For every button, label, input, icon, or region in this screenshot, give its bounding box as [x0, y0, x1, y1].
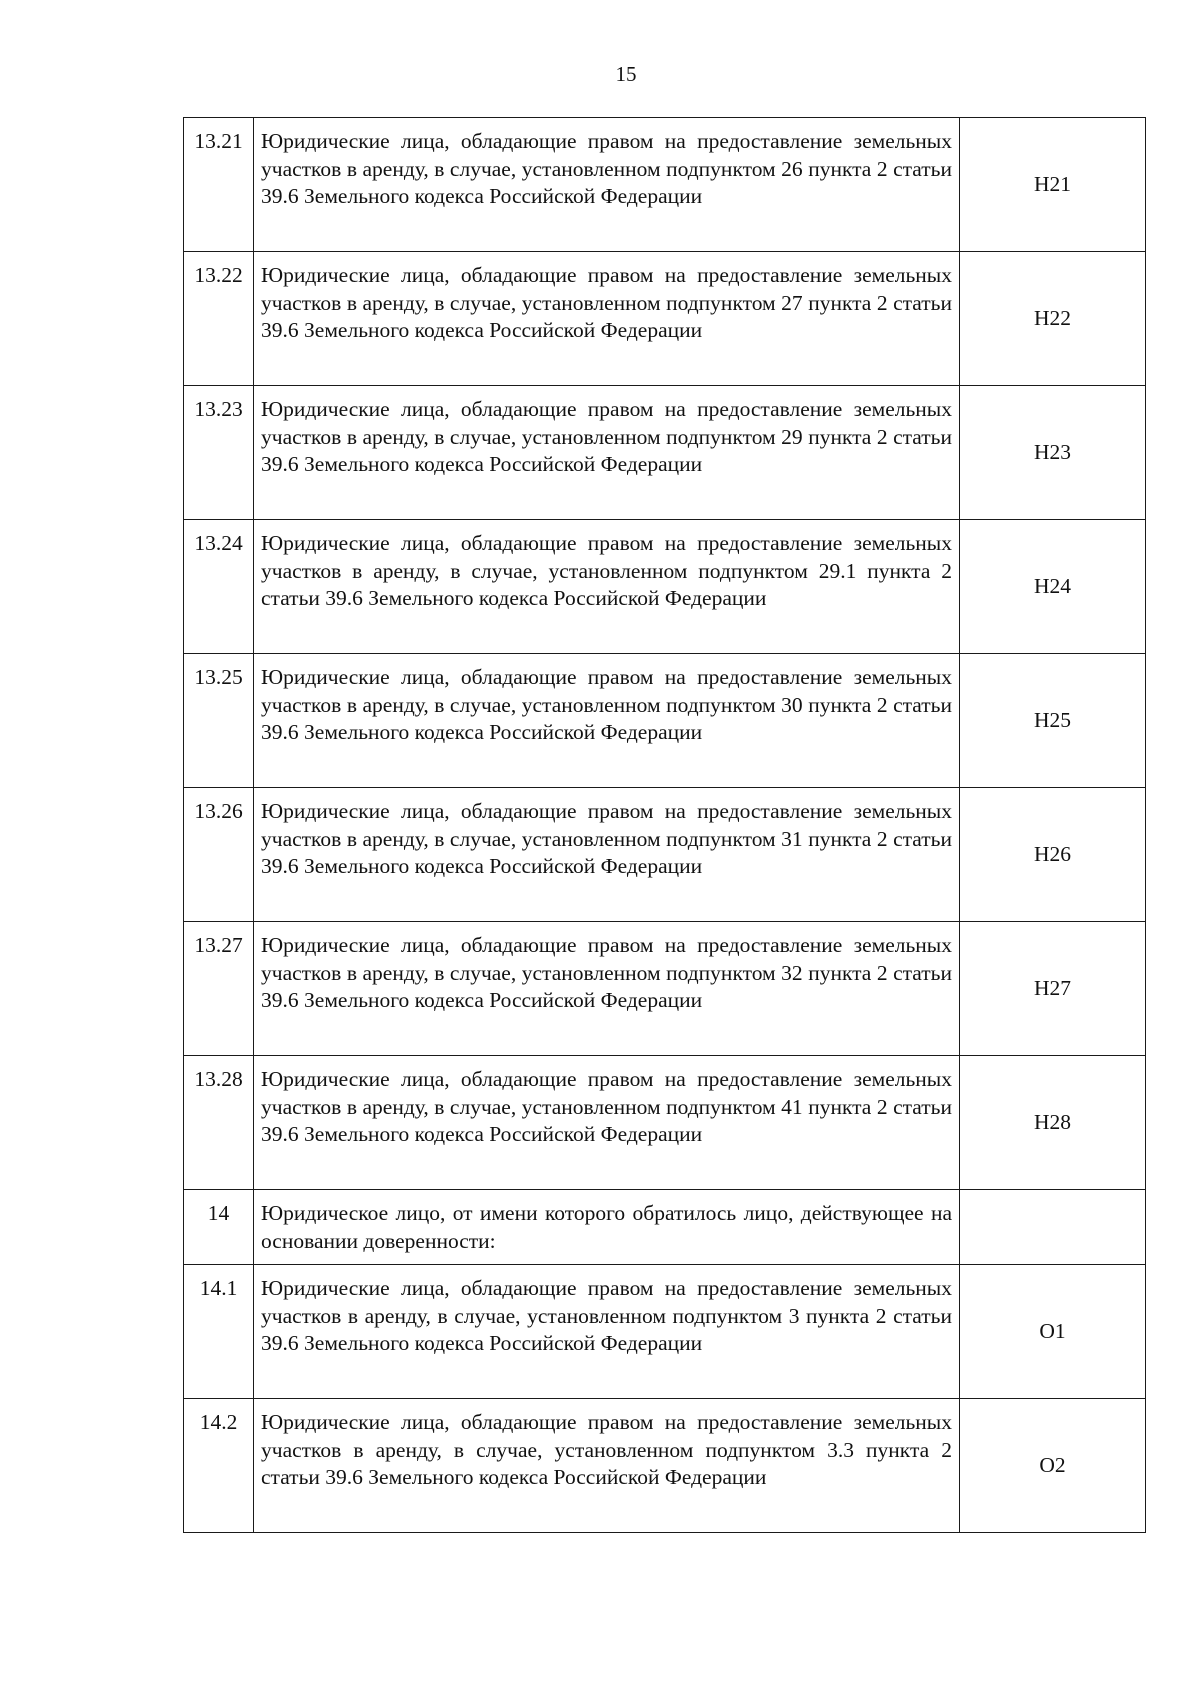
- table-row: [184, 1056, 1146, 1190]
- row-description: Юридические лица, обладающие правом на предоставление земельных участков в аренду, в случае, установленном подпунктом 32 пункта 2 статьи 39.6 Земельного кодекса Российской Федерации: [254, 922, 960, 1056]
- row-description: Юридические лица, обладающие правом на предоставление земельных участков в аренду, в случае, установленном подпунктом 31 пункта 2 статьи 39.6 Земельного кодекса Российской Федерации: [254, 788, 960, 922]
- row-number: 13.28: [184, 1056, 254, 1190]
- row-code: [960, 1190, 1146, 1265]
- row-number: 14: [184, 1190, 254, 1265]
- row-number: 13.26: [184, 788, 254, 922]
- row-number: 13.24: [184, 520, 254, 654]
- row-code: Н21: [960, 118, 1146, 252]
- table-row: [184, 386, 1146, 520]
- row-description: Юридические лица, обладающие правом на предоставление земельных участков в аренду, в случае, установленном подпунктом 3 пункта 2 статьи 39.6 Земельного кодекса Российской Федерации: [254, 1265, 960, 1399]
- table-row: [184, 654, 1146, 788]
- row-description: Юридические лица, обладающие правом на предоставление земельных участков в аренду, в случае, установленном подпунктом 29.1 пункта 2 статьи 39.6 Земельного кодекса Российской Федерации: [254, 520, 960, 654]
- row-number: 13.23: [184, 386, 254, 520]
- row-code: О1: [960, 1265, 1146, 1399]
- table-row: [184, 520, 1146, 654]
- row-code: Н24: [960, 520, 1146, 654]
- row-number: 14.1: [184, 1265, 254, 1399]
- row-code: Н23: [960, 386, 1146, 520]
- row-number: 14.2: [184, 1399, 254, 1533]
- table-row: [184, 252, 1146, 386]
- table-row: [184, 118, 1146, 252]
- row-description: Юридические лица, обладающие правом на предоставление земельных участков в аренду, в случае, установленном подпунктом 41 пункта 2 статьи 39.6 Земельного кодекса Российской Федерации: [254, 1056, 960, 1190]
- table-row: [184, 788, 1146, 922]
- row-description: Юридические лица, обладающие правом на предоставление земельных участков в аренду, в случае, установленном подпунктом 27 пункта 2 статьи 39.6 Земельного кодекса Российской Федерации: [254, 252, 960, 386]
- row-code: Н28: [960, 1056, 1146, 1190]
- row-code: Н25: [960, 654, 1146, 788]
- row-number: 13.22: [184, 252, 254, 386]
- page-number: 15: [615, 62, 637, 86]
- row-number: 13.25: [184, 654, 254, 788]
- document-table: [183, 117, 1146, 1533]
- row-number: 13.27: [184, 922, 254, 1056]
- row-description: Юридические лица, обладающие правом на предоставление земельных участков в аренду, в случае, установленном подпунктом 3.3 пункта 2 статьи 39.6 Земельного кодекса Российской Федерации: [254, 1399, 960, 1533]
- row-description: Юридические лица, обладающие правом на предоставление земельных участков в аренду, в случае, установленном подпунктом 26 пункта 2 статьи 39.6 Земельного кодекса Российской Федерации: [254, 118, 960, 252]
- row-description: Юридические лица, обладающие правом на предоставление земельных участков в аренду, в случае, установленном подпунктом 30 пункта 2 статьи 39.6 Земельного кодекса Российской Федерации: [254, 654, 960, 788]
- row-code: О2: [960, 1399, 1146, 1533]
- row-description: Юридическое лицо, от имени которого обратилось лицо, действующее на основании доверенности:: [254, 1190, 960, 1265]
- table-row: [184, 1399, 1146, 1533]
- row-code: Н22: [960, 252, 1146, 386]
- row-number: 13.21: [184, 118, 254, 252]
- row-code: Н26: [960, 788, 1146, 922]
- table-row: [184, 922, 1146, 1056]
- table-row-section-header: [184, 1190, 1146, 1265]
- row-description: Юридические лица, обладающие правом на предоставление земельных участков в аренду, в случае, установленном подпунктом 29 пункта 2 статьи 39.6 Земельного кодекса Российской Федерации: [254, 386, 960, 520]
- row-code: Н27: [960, 922, 1146, 1056]
- table-row: [184, 1265, 1146, 1399]
